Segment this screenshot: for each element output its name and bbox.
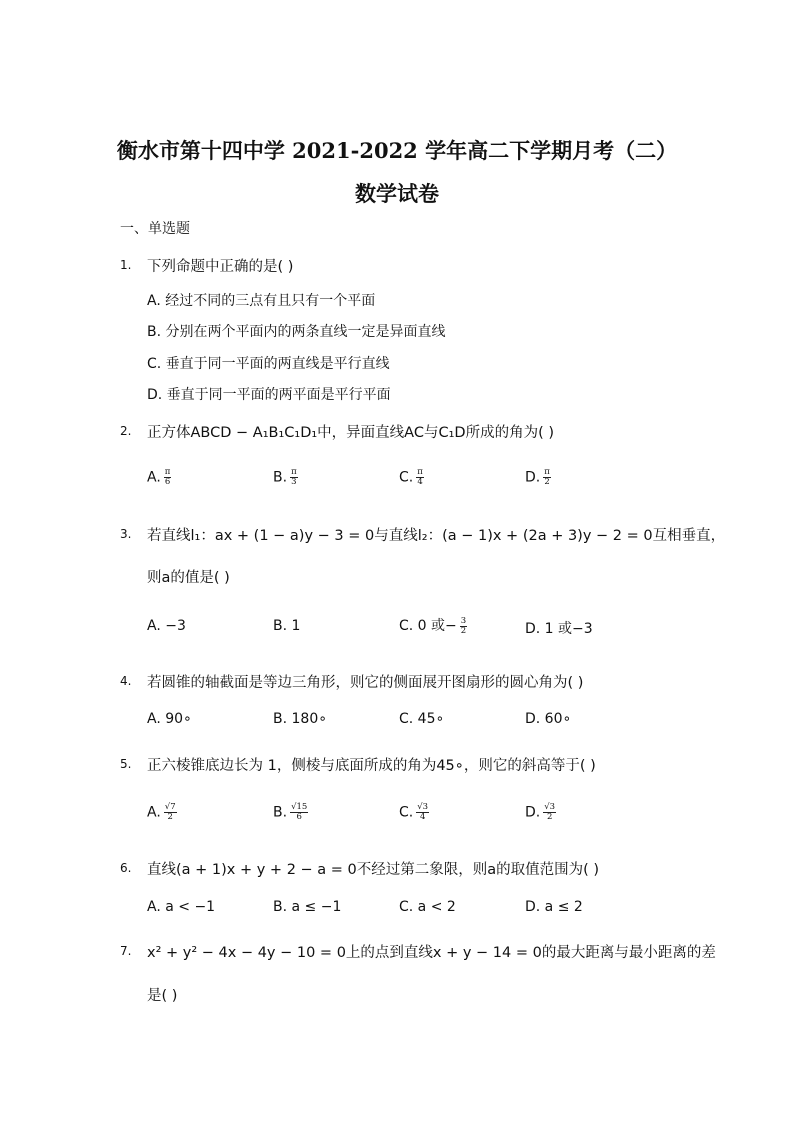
option-a: A. 90∘ <box>147 711 192 727</box>
option-c: C. a < 2 <box>399 899 456 915</box>
option-a: A. $\frac{\pi}{6}$ <box>147 467 171 487</box>
question-text: x² + y² − 4x − 4y − 10 = 0上的点到直线x + y − 14 = 0的最大距离与最小距离的差 <box>147 945 716 961</box>
page-title: 衡水市第十四中学 2021-2022 学年高二下学期月考（二） <box>116 138 678 163</box>
option-c: C. 45∘ <box>399 711 445 727</box>
option-d: D. 1 或−3 <box>525 621 593 637</box>
option-a: A. a < −1 <box>147 899 216 915</box>
option-c: C. 垂直于同一平面的两直线是平行直线 <box>147 356 390 372</box>
option-b: B. 1 <box>273 618 301 634</box>
option-d: D. 垂直于同一平面的两平面是平行平面 <box>147 387 391 403</box>
option-b: B. $\frac{\pi}{3}$ <box>273 467 297 487</box>
option-d: D. a ≤ 2 <box>525 899 583 915</box>
question-text-cont: 则a的值是( ) <box>147 570 230 586</box>
option-d: D. 60∘ <box>525 711 572 727</box>
question-text: 下列命题中正确的是( ) <box>147 259 294 275</box>
section-heading: 一、单选题 <box>120 221 190 237</box>
option-c: C. 0 或− $\frac{3}{2}$ <box>399 615 467 636</box>
question-number: 4. <box>120 674 132 688</box>
question-number: 3. <box>120 527 132 541</box>
option-a: A. 经过不同的三点有且只有一个平面 <box>147 293 376 309</box>
question-text: 正六棱锥底边长为 1，侧棱与底面所成的角为45∘，则它的斜高等于( ) <box>147 758 596 774</box>
question-text-cont: 是( ) <box>147 988 178 1004</box>
option-b: B. a ≤ −1 <box>273 899 342 915</box>
question-text: 若直线l₁：ax + (1 − a)y − 3 = 0与直线l₂：(a − 1)x + (2a + 3)y − 2 = 0互相垂直， <box>147 528 726 544</box>
option-d: D. $\frac{\pi}{2}$ <box>525 467 550 487</box>
option-a: A. $\frac{√7}{2}$ <box>147 802 176 822</box>
option-c: C. $\frac{\pi}{4}$ <box>399 467 423 487</box>
option-b: B. $\frac{√15}{6}$ <box>273 802 308 822</box>
question-text: 正方体ABCD − A₁B₁C₁D₁中，异面直线AC与C₁D所成的角为( ) <box>147 425 554 441</box>
option-a: A. −3 <box>147 618 186 634</box>
question-text: 若圆锥的轴截面是等边三角形，则它的侧面展开图扇形的圆心角为( ) <box>147 675 584 691</box>
question-number: 6. <box>120 861 132 875</box>
page-subtitle: 数学试卷 <box>355 181 439 206</box>
option-b: B. 180∘ <box>273 711 327 727</box>
option-c: C. $\frac{√3}{4}$ <box>399 802 429 822</box>
question-number: 1. <box>120 258 132 272</box>
question-text: 直线(a + 1)x + y + 2 − a = 0不经过第二象限，则a的取值范围为( ) <box>147 862 600 878</box>
question-number: 7. <box>120 944 132 958</box>
option-b: B. 分别在两个平面内的两条直线一定是异面直线 <box>147 324 446 340</box>
question-number: 2. <box>120 424 132 438</box>
option-d: D. $\frac{√3}{2}$ <box>525 802 556 822</box>
question-number: 5. <box>120 757 132 771</box>
